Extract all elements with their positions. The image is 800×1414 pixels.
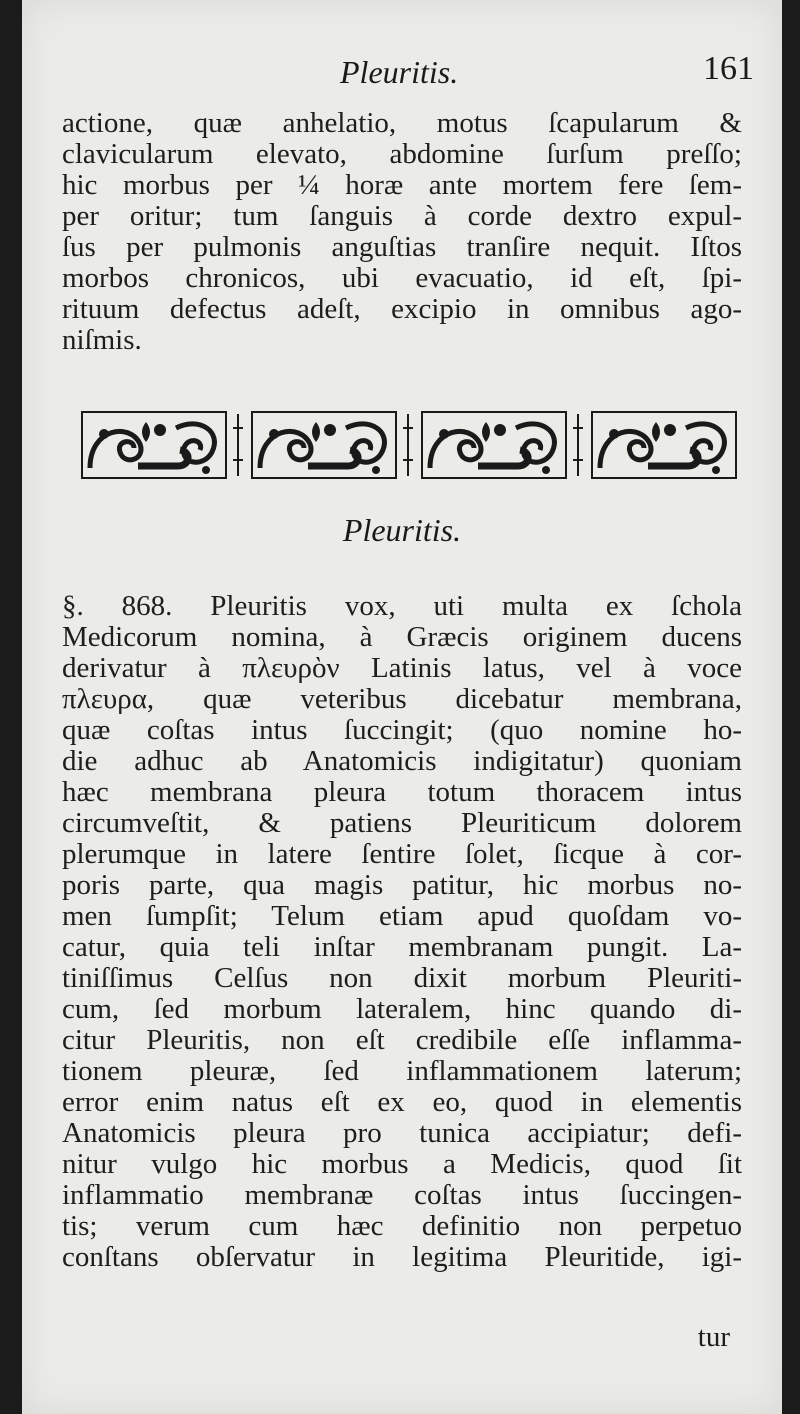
text-line: hæc membrana pleura totum thoracem intus — [62, 776, 742, 808]
page-number: 161 — [703, 50, 754, 87]
text-line: Anatomicis pleura pro tunica accipiatur; defi- — [62, 1117, 742, 1149]
text-line: tionem pleuræ, ſed inflammationem laterum; — [62, 1055, 742, 1087]
text-line: hic morbus per ¼ horæ ante mortem fere ſem- — [62, 169, 742, 201]
text-line: derivatur à πλευρὸν Latinis latus, vel à voce — [62, 652, 742, 684]
text-line: circumveſtit, & patiens Pleuriticum dolorem — [62, 807, 742, 839]
text-line: tis; verum cum hæc definitio non perpetuo — [62, 1210, 742, 1242]
running-head — [22, 50, 782, 90]
text-line: §. 868. Pleuritis vox, uti multa ex ſchola — [62, 590, 742, 622]
text-line: quæ coſtas intus ſuccingit; (quo nomine ho- — [62, 714, 742, 746]
text-line: per oritur; tum ſanguis à corde dextro expul- — [62, 200, 742, 232]
book-page — [22, 0, 782, 1414]
text-line: conſtans obſervatur in legitima Pleuritide, igi- — [62, 1241, 742, 1273]
catchword: tur — [697, 1321, 730, 1353]
text-line: citur Pleuritis, non eſt credibile eſſe inflamma- — [62, 1024, 742, 1056]
text-line: plerumque in latere ſentire ſolet, ſicque à cor- — [62, 838, 742, 870]
text-line: poris parte, qua magis patitur, hic morbus no- — [62, 869, 742, 901]
text-line: ſus per pulmonis anguſtias tranſire nequit. Iſtos — [62, 231, 742, 263]
text-line: die adhuc ab Anatomicis indigitatur) quoniam — [62, 745, 742, 777]
printer-ornament-band — [80, 408, 760, 482]
text-line: clavicularum elevato, abdomine ſurſum preſſo; — [62, 138, 742, 170]
running-title: Pleuritis. — [340, 54, 459, 90]
section-paragraph — [62, 591, 742, 1273]
text-line: cum, ſed morbum lateralem, hinc quando di- — [62, 993, 742, 1025]
text-line: tiniſſimus Celſus non dixit morbum Pleuriti- — [62, 962, 742, 994]
text-line: nitur vulgo hic morbus a Medicis, quod ſit — [62, 1148, 742, 1180]
preceding-paragraph — [62, 108, 742, 356]
text-line: rituum defectus adeſt, excipio in omnibus ago- — [62, 293, 742, 325]
text-line: Medicorum nomina, à Græcis originem ducens — [62, 621, 742, 653]
text-line: catur, quia teli inſtar membranam pungit. La- — [62, 931, 742, 963]
text-line: morbos chronicos, ubi evacuatio, id eſt, ſpi- — [62, 262, 742, 294]
text-line: πλευρα, quæ veteribus dicebatur membrana, — [62, 683, 742, 715]
text-line: error enim natus eſt ex eo, quod in elementis — [62, 1086, 742, 1118]
text-line: inflammatio membranæ coſtas intus ſuccingen- — [62, 1179, 742, 1211]
text-line: actione, quæ anhelatio, motus ſcapularum & — [62, 107, 742, 139]
section-title: Pleuritis. — [342, 512, 462, 548]
text-line: niſmis. — [62, 324, 142, 356]
text-line: men ſumpſit; Telum etiam apud quoſdam vo- — [62, 900, 742, 932]
